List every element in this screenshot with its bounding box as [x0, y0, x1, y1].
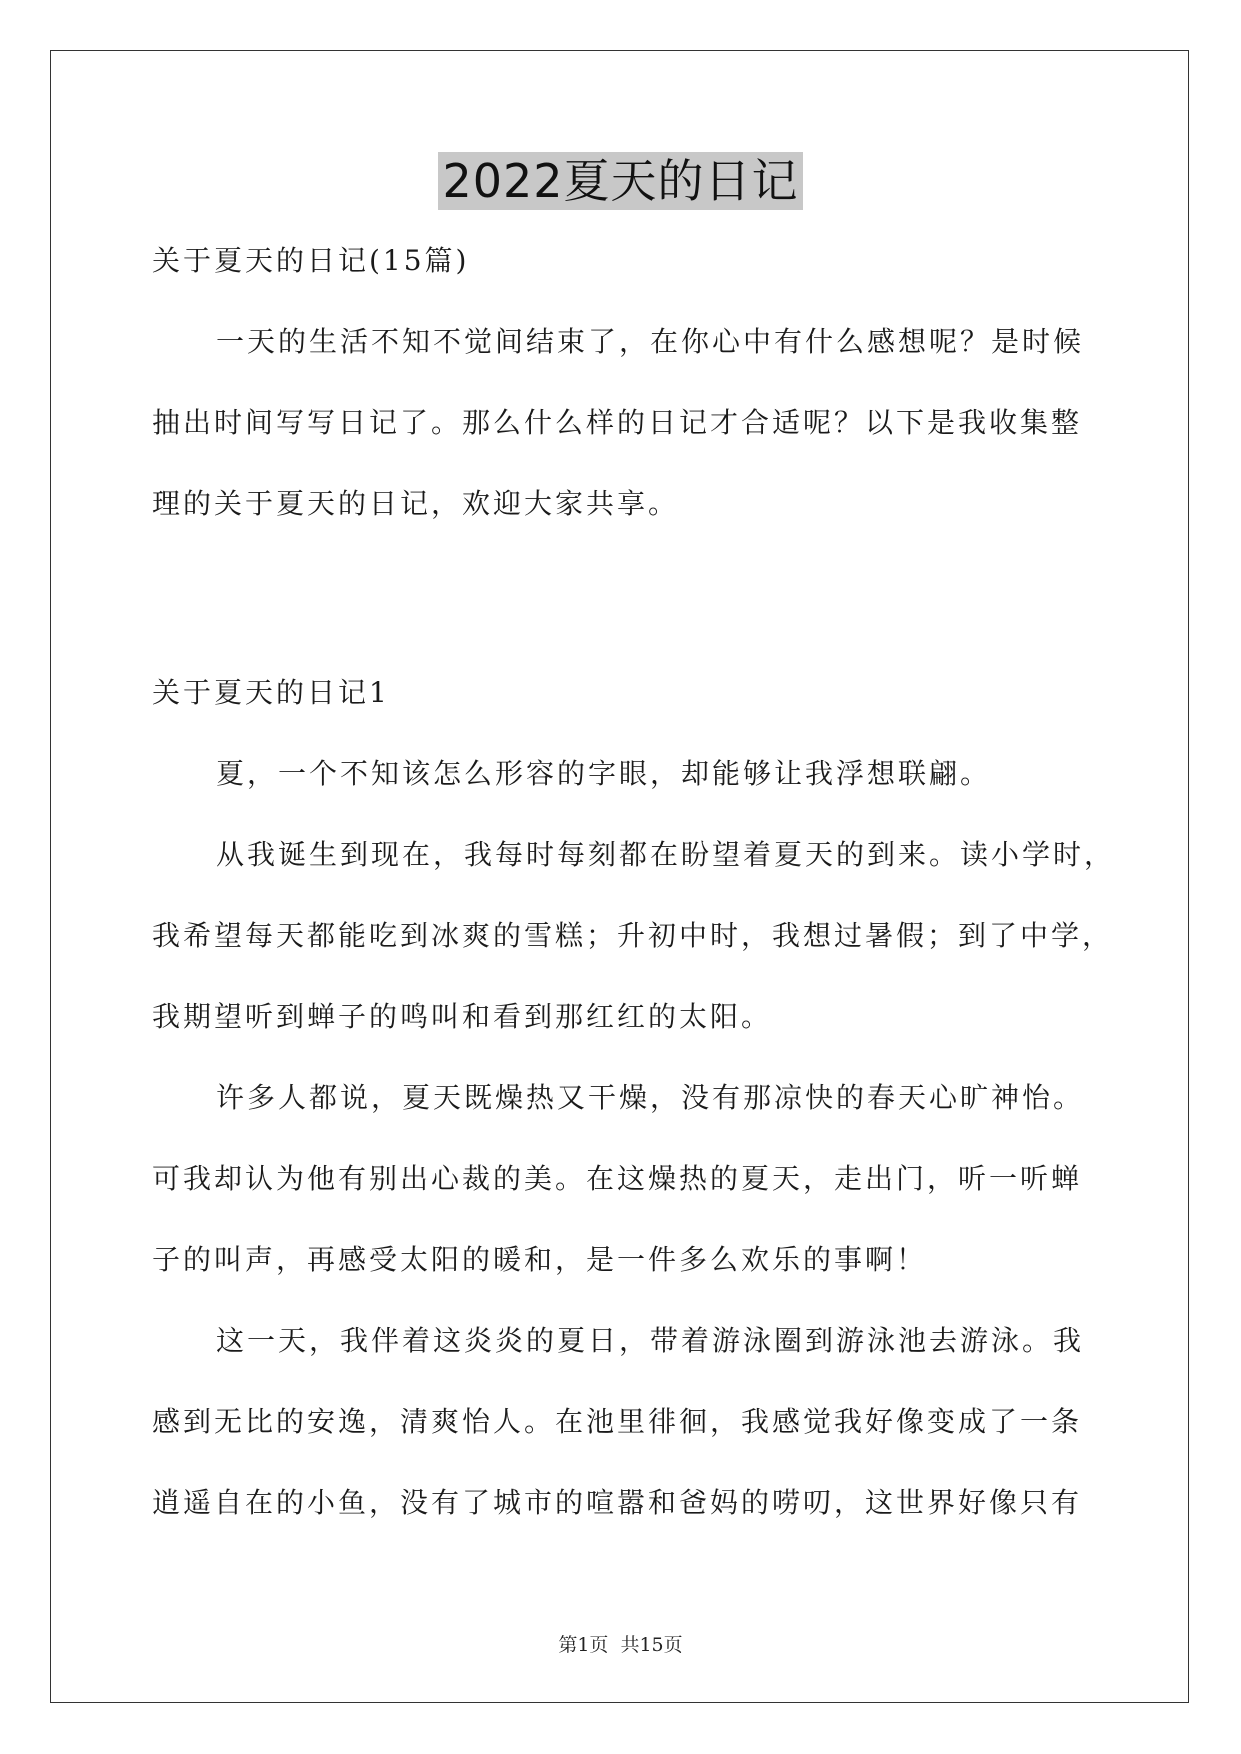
paragraph-line: 许多人都说，夏天既燥热又干燥，没有那凉快的春天心旷神怡。 — [216, 1081, 1085, 1114]
page-footer — [0, 1630, 1241, 1657]
paragraph-line: 这一天，我伴着这炎炎的夏日，带着游泳圈到游泳池去游泳。我 — [216, 1324, 1085, 1357]
paragraph-line: 子的叫声，再感受太阳的暖和，是一件多么欢乐的事啊！ — [152, 1243, 928, 1276]
intro-line: 一天的生活不知不觉间结束了，在你心中有什么感想呢？是时候 — [216, 325, 1085, 358]
page-total: 共15页 — [620, 1634, 683, 1656]
paragraph-line: 我期望听到蝉子的鸣叫和看到那红红的太阳。 — [152, 1000, 773, 1033]
paragraph-line: 夏，一个不知该怎么形容的字眼，却能够让我浮想联翩。 — [216, 757, 992, 790]
section-heading: 关于夏天的日记1 — [152, 676, 390, 709]
paragraph-line: 我希望每天都能吃到冰爽的雪糕；升初中时，我想过暑假；到了中学， — [152, 919, 1114, 952]
document-title: 2022夏天的日记 — [438, 152, 802, 210]
paragraph-line: 感到无比的安逸，清爽怡人。在池里徘徊，我感觉我好像变成了一条 — [152, 1405, 1083, 1438]
title-container — [0, 152, 1241, 210]
intro-line: 理的关于夏天的日记，欢迎大家共享。 — [152, 487, 680, 520]
diary-section — [152, 652, 1116, 1543]
page-number: 第1页 — [558, 1634, 609, 1656]
subtitle: 关于夏天的日记(15篇) — [152, 244, 470, 277]
paragraph-line: 可我却认为他有别出心裁的美。在这燥热的夏天，走出门，听一听蝉 — [152, 1162, 1083, 1195]
document-body — [152, 220, 1112, 544]
intro-line: 抽出时间写写日记了。那么什么样的日记才合适呢？以下是我收集整 — [152, 406, 1083, 439]
paragraph-line: 逍遥自在的小鱼，没有了城市的喧嚣和爸妈的唠叨，这世界好像只有 — [152, 1486, 1083, 1519]
paragraph-line: 从我诞生到现在，我每时每刻都在盼望着夏天的到来。读小学时， — [216, 838, 1116, 871]
